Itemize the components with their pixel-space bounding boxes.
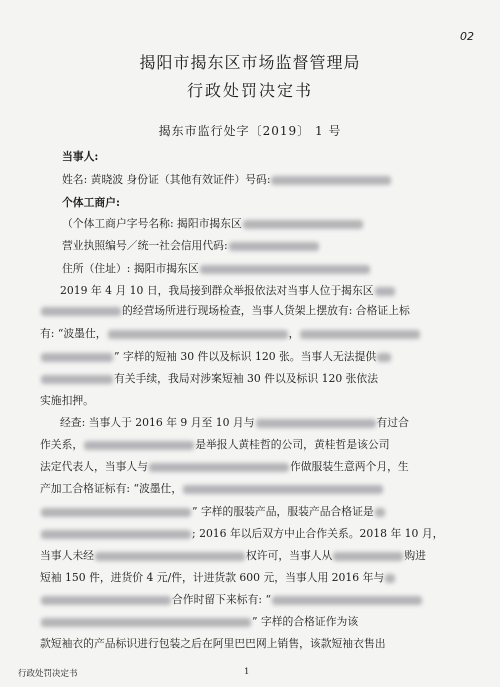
individual-heading: 个体工商户:: [62, 196, 120, 209]
body-line: 合作时留下来标有: “: [40, 593, 423, 607]
body-line: ; 2016 年以后双方中止合作关系。2018 年 10 月，: [40, 527, 443, 541]
body-line: ” 字样的短袖 30 件以及标识 120 张。当事人无法提供: [40, 350, 392, 364]
footer-page-number: 1: [244, 667, 250, 677]
body-line: 当事人未经 权许可，当事人从 购进: [40, 549, 426, 562]
individual-name-line: （个体工商户字号名称: 揭阳市揭东区: [62, 217, 364, 231]
page-number: 02: [460, 30, 474, 43]
license-line: 营业执照编号／统一社会信用代码:: [62, 239, 320, 253]
footer-doc-label: 行政处罚决定书: [18, 669, 78, 679]
document-title: 行政处罚决定书: [186, 81, 313, 100]
party-heading: 当事人:: [62, 150, 99, 163]
body-line: 2019 年 4 月 10 日，我局接到群众举报依法对当事人位于揭东区: [60, 284, 396, 298]
body-line: 经查: 当事人于 2016 年 9 月至 10 月与 有过合: [60, 416, 409, 429]
body-line: 法定代表人，当事人与 作做服装生意两个月，生: [40, 460, 409, 473]
body-line: 的经营场所进行现场检查，当事人货架上摆放有: 合格证上标: [40, 304, 410, 318]
document-number: 揭东市监行处字〔2019〕 1 号: [158, 124, 342, 138]
body-line: 作关系， 是举报人黄桂哲的公司，黄桂哲是该公司: [40, 438, 390, 451]
agency-title: 揭阳市揭东区市场监督管理局: [139, 53, 361, 72]
body-line: 有: “波墨仕， ，: [40, 327, 421, 341]
body-line: 有关手续，我局对涉案短袖 30 件以及标识 120 张依法: [40, 372, 378, 386]
address-line: 住所（住址）: 揭阳市揭东区: [62, 262, 371, 276]
name-line: 姓名: 黄晓波 身份证（其他有效证件）号码:: [62, 173, 392, 187]
body-line: 短袖 150 件，进货价 4 元/件，计进货款 600 元，当事人用 2016 年与: [40, 571, 396, 585]
body-line: 实施扣押。: [40, 394, 94, 407]
body-line: 款短袖衣的产品标识进行包装之后在阿里巴巴网上销售，该款短袖衣售出: [40, 637, 386, 650]
body-line: ” 字样的服装产品，服装产品合格证是: [40, 505, 386, 519]
body-line: ” 字样的合格证作为该: [40, 615, 358, 629]
body-line: 产加工合格证标有: “波墨仕，: [40, 482, 384, 496]
